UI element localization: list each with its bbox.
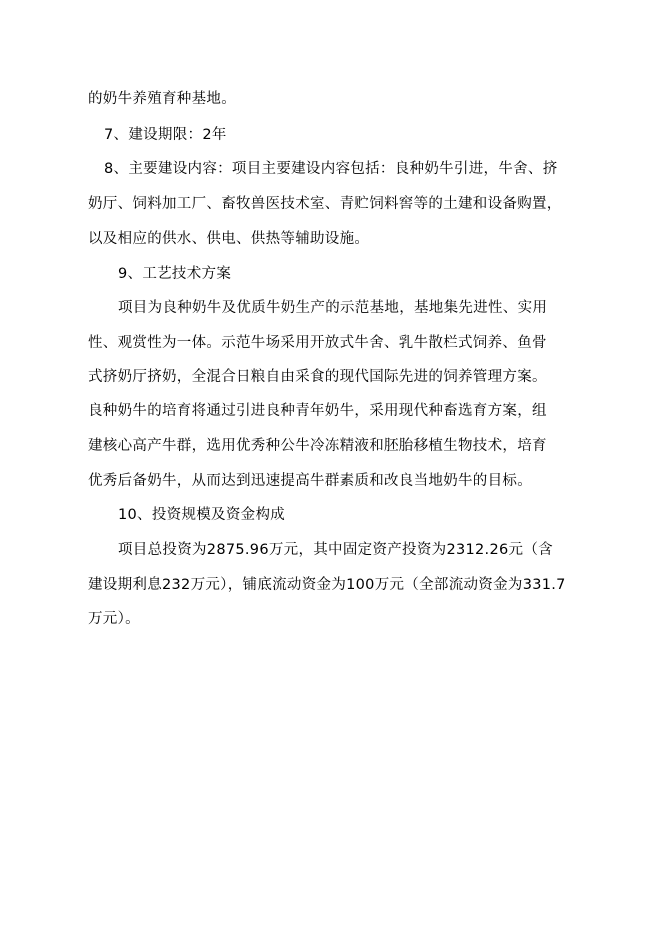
section-9-line-1: 项目为良种奶牛及优质牛奶生产的示范基地，基地集先进性、实用 — [118, 300, 548, 316]
section-9-line-6: 优秀后备奶牛，从而达到迅速提高牛群素质和改良当地奶牛的目标。 — [88, 473, 532, 489]
section-9-line-3: 式挤奶厅挤奶，全混合日粮自由采食的现代国际先进的饲养管理方案。 — [88, 369, 547, 385]
section-8-line-1: 8、主要建设内容：项目主要建设内容包括：良种奶牛引进，牛舍、挤 — [104, 161, 558, 177]
section-9-line-4: 良种奶牛的培育将通过引进良种青年奶牛，采用现代种畜选育方案，组 — [88, 403, 547, 419]
section-10-line-1: 项目总投资为2875.96万元，其中固定资产投资为2312.26元（含 — [118, 542, 553, 558]
section-9-heading: 9、工艺技术方案 — [118, 266, 232, 282]
text-line-1: 的奶牛养殖育种基地。 — [88, 91, 236, 107]
section-7-heading: 7、建设期限：2年 — [104, 127, 227, 143]
section-9-line-5: 建核心高产牛群，选用优秀种公牛冷冻精液和胚胎移植生物技术，培育 — [88, 438, 547, 454]
section-8-line-2: 奶厅、饲料加工厂、畜牧兽医技术室、青贮饲料窖等的土建和设备购置， — [88, 196, 562, 212]
section-8-line-3: 以及相应的供水、供电、供热等辅助设施。 — [88, 231, 370, 247]
section-9-line-2: 性、观赏性为一体。示范牛场采用开放式牛舍、乳牛散栏式饲养、鱼骨 — [88, 335, 547, 351]
section-10-heading: 10、投资规模及资金构成 — [118, 507, 286, 523]
section-10-line-3: 万元）。 — [88, 611, 140, 627]
section-10-line-2: 建设期利息232万元），铺底流动资金为100万元（全部流动资金为331.7 — [88, 577, 566, 593]
